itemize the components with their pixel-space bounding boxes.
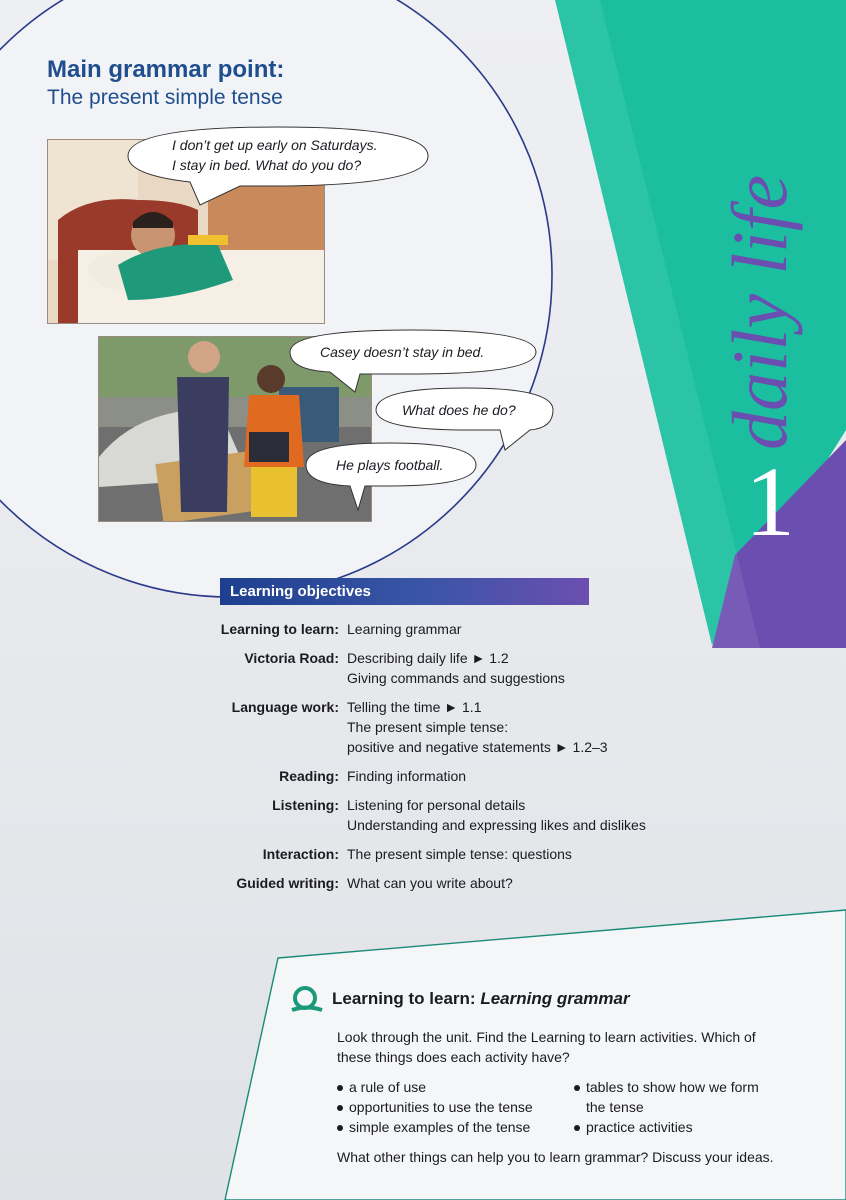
- unit-number: 1: [745, 446, 795, 557]
- objective-text: What can you write about?: [347, 875, 513, 891]
- learning-to-learn-icon: [290, 985, 324, 1013]
- bullet-item: a rule of use: [337, 1077, 574, 1097]
- objective-text: The present simple tense: questions: [347, 846, 572, 862]
- bullet-item: practice activities: [574, 1117, 784, 1137]
- objective-text: positive and negative statements ► 1.2–3: [347, 739, 608, 755]
- objective-text: Learning grammar: [347, 621, 462, 637]
- objective-label: Interaction:: [262, 846, 339, 862]
- objective-label: Victoria Road:: [244, 650, 339, 666]
- heading-italic: Learning grammar: [480, 989, 630, 1008]
- heading-plain: Learning to learn:: [332, 989, 476, 1008]
- unit-title-text: daily life: [716, 174, 803, 450]
- objective-text: Describing daily life ► 1.2: [347, 650, 509, 666]
- bullet-item: tables to show how we form: [574, 1077, 784, 1097]
- bubble-1-line-1: I don’t get up early on Saturdays.: [172, 137, 378, 153]
- bullet-list-left: [337, 1077, 574, 1137]
- objective-text: The present simple tense:: [347, 719, 509, 735]
- bullet-list-right: [574, 1077, 784, 1137]
- title-sub: The present simple tense: [47, 86, 283, 109]
- objective-label: Listening:: [272, 797, 339, 813]
- learning-box-intro: Look through the unit. Find the Learning to learn activities. Which of these things does each activity have?: [337, 1029, 756, 1065]
- bubble-4-text: He plays football.: [336, 457, 444, 473]
- bubble-3-text: What does he do?: [402, 402, 516, 418]
- objective-label: Guided writing:: [236, 875, 339, 891]
- objective-text: Listening for personal details: [347, 797, 526, 813]
- learning-to-learn-box: [290, 985, 810, 1167]
- bullet-item: opportunities to use the tense: [337, 1097, 574, 1117]
- bullet-item: simple examples of the tense: [337, 1117, 574, 1137]
- title-main: Main grammar point:: [47, 56, 285, 83]
- objective-label: Language work:: [231, 699, 339, 715]
- objective-text: Finding information: [347, 768, 467, 784]
- learning-to-learn-heading: [290, 985, 810, 1013]
- bullet-item-continuation: the tense: [586, 1099, 644, 1115]
- objective-text: Telling the time ► 1.1: [347, 699, 482, 715]
- bubble-1-line-2: I stay in bed. What do you do?: [172, 157, 362, 173]
- objective-text: Understanding and expressing likes and dislikes: [347, 817, 646, 833]
- bubble-2-text: Casey doesn’t stay in bed.: [320, 344, 485, 360]
- learning-objectives-heading: Learning objectives: [220, 578, 589, 605]
- objective-text: Giving commands and suggestions: [347, 670, 565, 686]
- objective-label: Reading:: [279, 768, 339, 784]
- objective-label: Learning to learn:: [220, 621, 339, 637]
- learning-box-outro: What other things can help you to learn grammar? Discuss your ideas.: [337, 1149, 774, 1165]
